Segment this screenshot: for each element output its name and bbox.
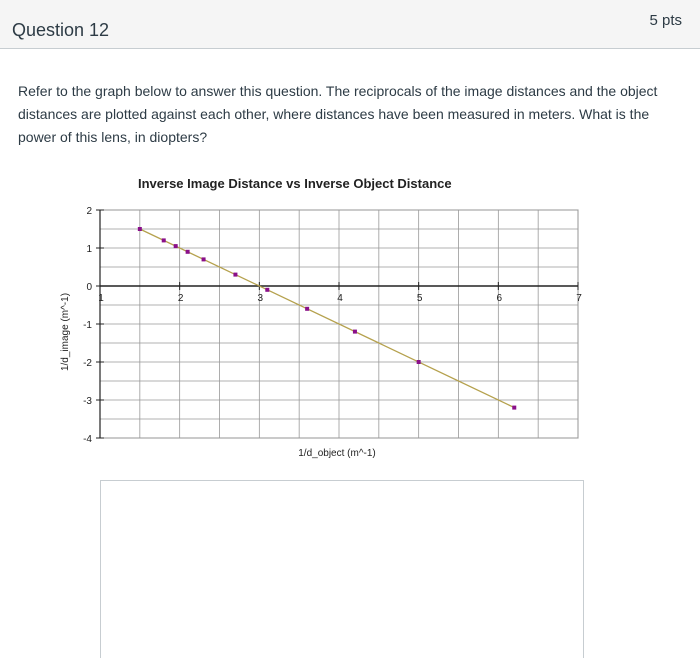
data-point: [186, 250, 190, 254]
data-point: [305, 307, 309, 311]
x-tick-label: 4: [337, 293, 343, 304]
y-tick-label: -2: [83, 358, 92, 369]
y-axis-label: 1/d_image (m^-1): [60, 292, 71, 372]
chart-title: Inverse Image Distance vs Inverse Object Distance: [138, 176, 452, 191]
data-point: [417, 360, 421, 364]
x-tick-label: 5: [416, 293, 423, 304]
x-axis-label: 1/d_object (m^-1): [298, 448, 376, 459]
x-tick-label: 1: [98, 293, 104, 304]
y-tick-label: -3: [83, 396, 92, 407]
data-point: [202, 257, 206, 261]
data-point: [162, 238, 166, 242]
x-tick-label: 6: [496, 293, 503, 304]
y-tick-label: -1: [83, 320, 92, 331]
y-tick-label: -4: [83, 434, 92, 445]
y-tick-label: 2: [86, 206, 92, 217]
data-point: [353, 330, 357, 334]
x-tick-label: 7: [576, 293, 582, 304]
data-point: [512, 406, 516, 410]
data-point: [233, 273, 237, 277]
data-point: [265, 288, 269, 292]
x-tick-label: 2: [177, 293, 184, 304]
question-text: Refer to the graph below to answer this question. The reciprocals of the image distances and the object distances are plotted against each other, where distances have been measured in meters. What is the power of this lens, in diopters?: [18, 83, 658, 145]
x-tick-label: 3: [257, 293, 264, 304]
question-points: 5 pts: [649, 12, 682, 29]
data-point: [174, 244, 178, 248]
question-title: Question 12: [12, 20, 110, 40]
y-tick-label: 1: [86, 244, 92, 255]
data-point: [138, 227, 142, 231]
answer-input[interactable]: [100, 480, 584, 658]
y-tick-label: 0: [86, 282, 92, 293]
